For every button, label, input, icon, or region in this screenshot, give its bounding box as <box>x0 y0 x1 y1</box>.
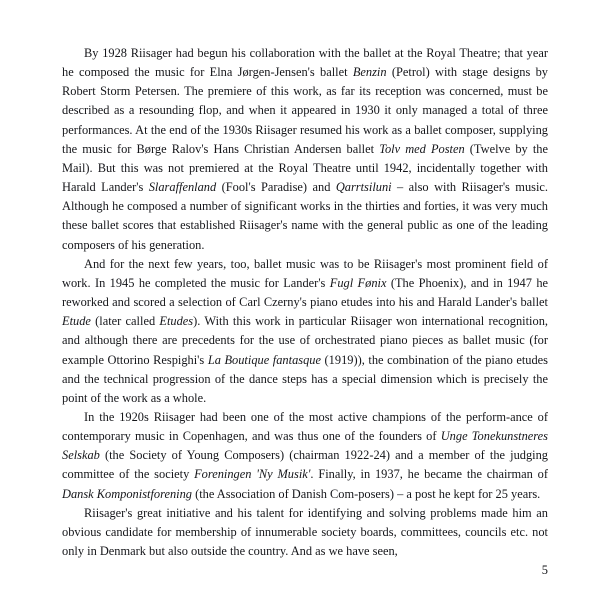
text-run: Riisager's great initiative and his talent for identifying and solving problems made him an obvious candidate for membership of innumerable society boards, committees, councils etc. not only in Denmark but also outside the country. And as we have seen, <box>62 505 548 559</box>
text-run: (Fool's Paradise) and <box>216 180 336 195</box>
text-run: (1919)), the combination of the piano etudes and the technical progression of the dance steps has a special dimension which is precisely the point of the work as a whole. <box>62 352 548 405</box>
title-italic: Dansk Komponistforening <box>62 486 192 501</box>
title-italic: Etude <box>62 314 91 329</box>
text-run: (Twelve by the Mail). But this was not premiered at the Royal Theatre until 1942, incidentally together with Harald Lander's <box>62 141 548 195</box>
title-italic: Etudes <box>159 314 194 329</box>
text-run: (Petrol) with stage designs by Robert Storm Petersen. The premiere of this work, as far its reception was concerned, must be described as a resounding flop, and when it appeared in 1930 it only managed a total of three performances. At the end of the 1930s Riisager resumed his work as a ballet composer, supplying the music for Børge Ralov's Hans Christian Andersen ballet <box>62 65 548 156</box>
text-run: By 1928 Riisager had begun his collaboration with the ballet at the Royal Theatre; that year he composed the music for Elna Jørgen-Jensen's ballet <box>62 46 548 80</box>
paragraph-1 <box>62 44 548 255</box>
page-number: 5 <box>541 563 548 577</box>
title-italic: Fugl Fønix <box>329 275 387 290</box>
title-italic: Tolv med Posten <box>379 141 465 156</box>
text-run: (the Society of Young Composers) (chairman 1922-24) and a member of the judging committee of the society <box>62 448 548 482</box>
title-italic: Unge Tonekunstneres Selskab <box>62 429 548 463</box>
title-italic: Qarrtsiluni <box>335 180 392 195</box>
paragraph-2 <box>62 255 548 408</box>
text-run: And for the next few years, too, ballet music was to be Riisager's most prominent field of work. In 1945 he completed the music for Lander's <box>62 256 548 290</box>
title-italic: Benzin <box>352 65 387 80</box>
title-italic: Slaraffenland <box>148 180 217 195</box>
text-run: – also with Riisager's music. Although he composed a number of significant works in the thirties and forties, it was very much these ballet scores that established Riisager's name with the general public as one of the leading composers of his generation. <box>62 180 548 252</box>
body-text-column <box>62 44 548 561</box>
title-italic: Foreningen 'Ny Musik' <box>194 467 311 482</box>
title-italic: La Boutique fantasque <box>207 352 321 367</box>
text-run: ). With this work in particular Riisager won international recognition, and although there are precedents for the use of orchestrated piano pieces as ballet music (for example Ottorino Respighi's <box>62 314 548 367</box>
text-run: (The Phoenix), and in 1947 he reworked and scored a selection of Carl Czerny's piano etudes into his and Harald Lander's ballet <box>62 275 549 310</box>
text-run: (the Association of Danish Com-posers) – a post he kept for 25 years. <box>192 486 541 501</box>
text-run: (later called <box>90 314 160 329</box>
text-run: . Finally, in 1937, he became the chairman of <box>310 467 548 482</box>
paragraph-3 <box>62 408 548 504</box>
paragraph-4 <box>62 504 548 561</box>
text-run: In the 1920s Riisager had been one of the most active champions of the perform-ance of contemporary music in Copenhagen, and was thus one of the founders of <box>62 409 548 444</box>
